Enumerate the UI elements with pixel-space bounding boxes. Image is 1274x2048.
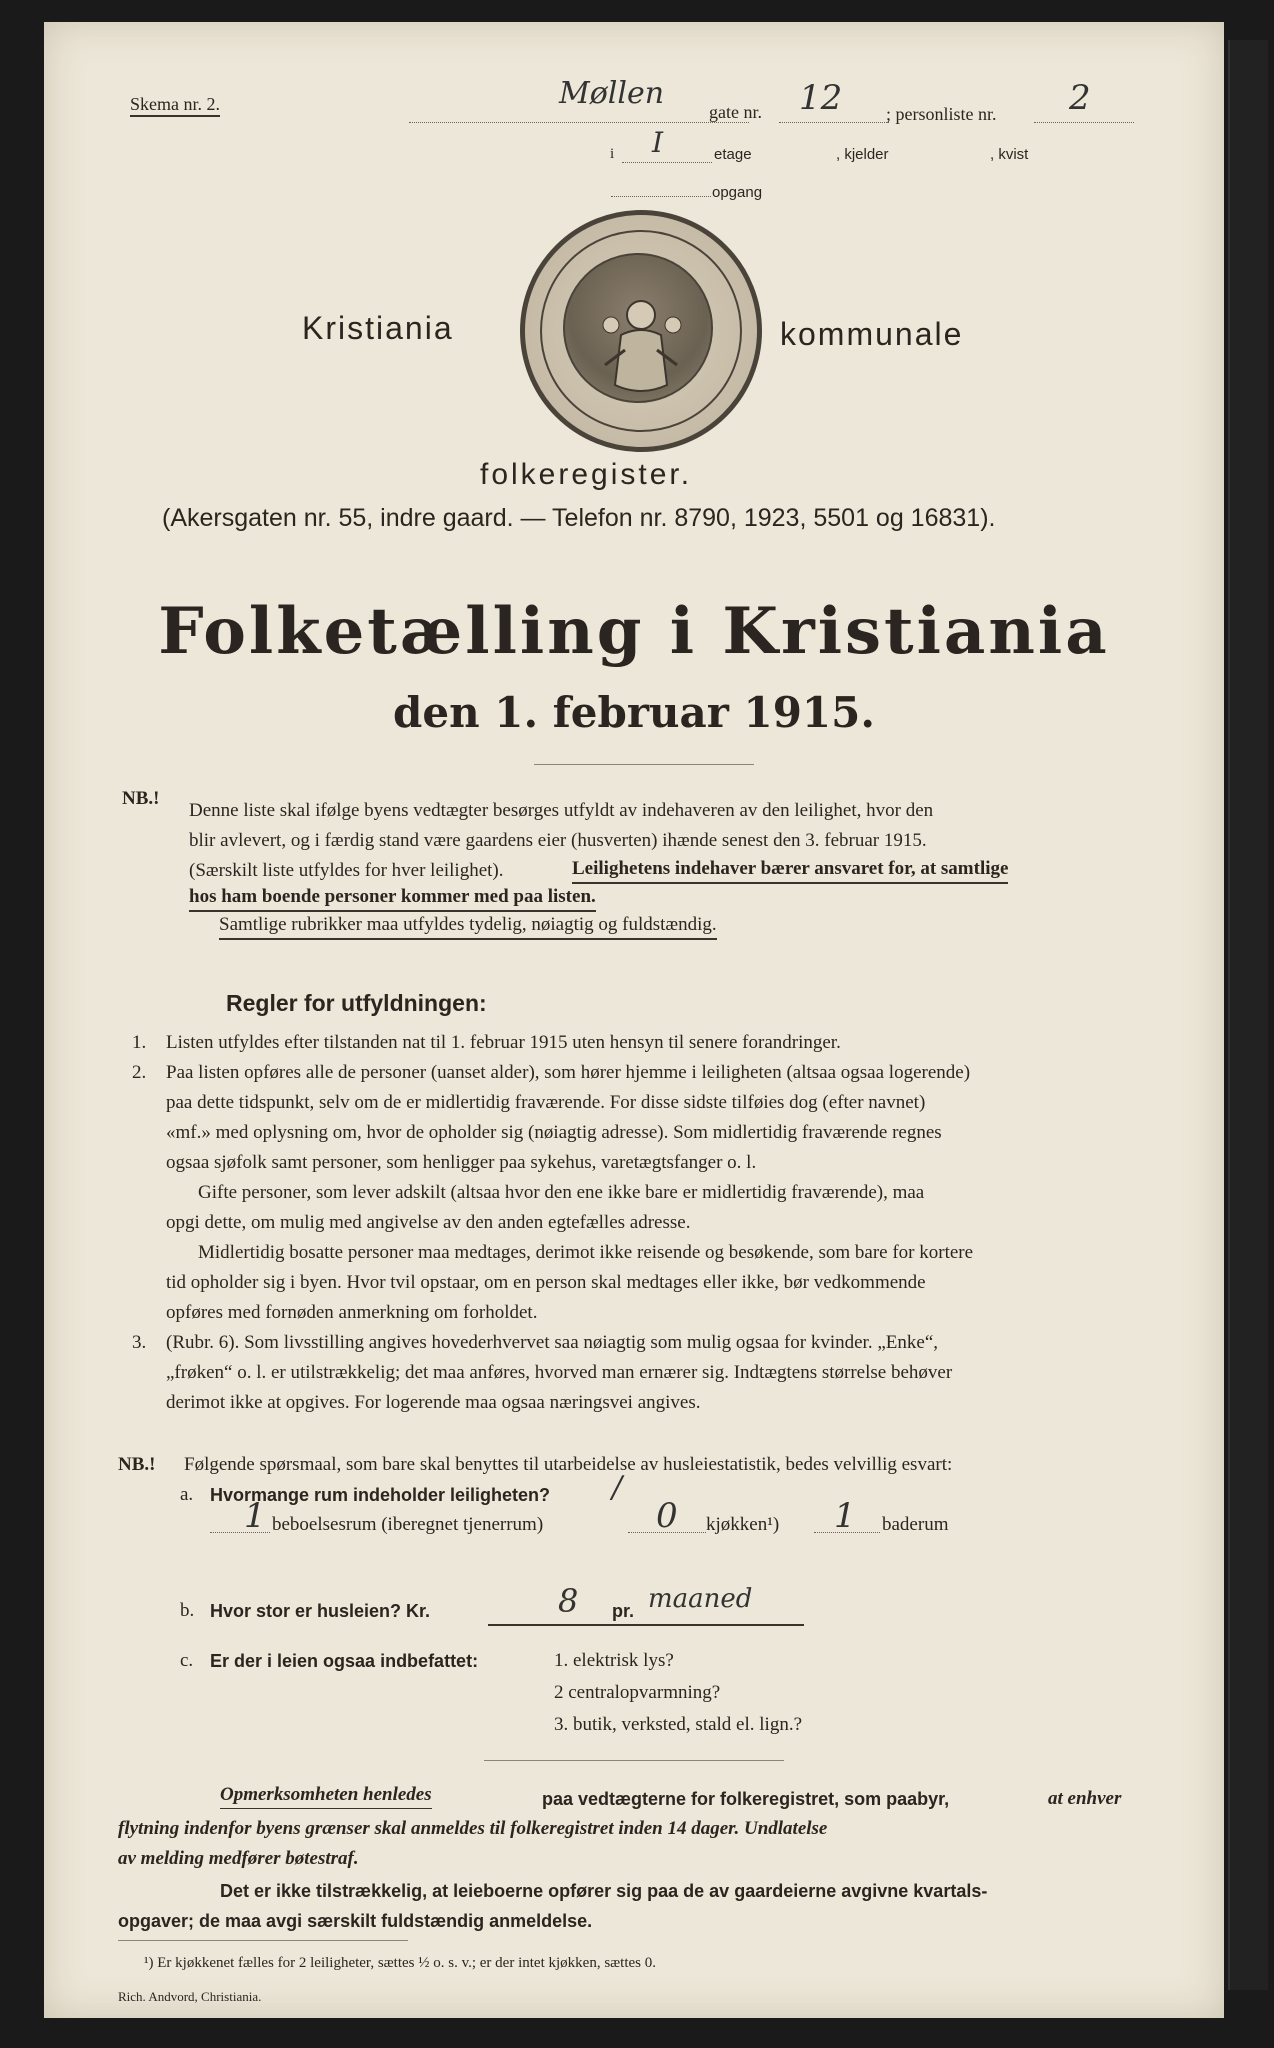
etage-label: etage xyxy=(714,146,752,163)
rule-3-number: 3. xyxy=(132,1332,147,1353)
notice-line-1a: Opmerksomheten henledes xyxy=(220,1782,432,1809)
printer-imprint: Rich. Andvord, Christiania. xyxy=(118,1989,262,2004)
notice-line-1b: paa vedtægterne for folkeregistret, som paabyr, xyxy=(542,1789,950,1809)
rent-field xyxy=(488,1622,804,1626)
question-a-text: Hvormange rum indeholder leiligheten? xyxy=(210,1485,551,1505)
gate-nr-field xyxy=(779,78,889,123)
nb1-label: NB.! xyxy=(122,788,160,809)
rent-period-handwritten: maaned xyxy=(648,1584,753,1614)
census-form-page xyxy=(44,22,1224,2018)
folkeregister-label: folkeregister. xyxy=(480,458,693,491)
office-address: (Akersgaten nr. 55, indre gaard. — Telefon nr. 8790, 1923, 5501 og 16831). xyxy=(162,504,996,532)
section-divider xyxy=(484,1760,784,1761)
rule-1-text: Listen utfyldes efter tilstanden nat til 1. februar 1915 uten hensyn til senere forandringer. xyxy=(166,1032,841,1053)
kristiania-label: Kristiania xyxy=(302,310,454,346)
city-seal xyxy=(520,210,762,452)
opgang-field xyxy=(611,194,711,197)
footnote: ¹) Er kjøkkenet fælles for 2 leiligheter, sættes ½ o. s. v.; er der intet kjøkken, sættes 0. xyxy=(144,1955,656,1971)
title-divider xyxy=(534,764,754,765)
personliste-handwritten: 2 xyxy=(1069,78,1091,118)
rent-handwritten: 8 xyxy=(558,1582,579,1620)
skema-number: Skema nr. 2. xyxy=(130,94,220,117)
nb2-label: NB.! xyxy=(118,1454,156,1475)
question-c-label: c. xyxy=(180,1650,194,1671)
bath-label: baderum xyxy=(882,1514,949,1535)
rule-2-line-5: Gifte personer, som lever adskilt (altsaa hvor den ene ikke bare er midlertidig fraværende), maa xyxy=(198,1182,925,1203)
rule-1-number: 1. xyxy=(132,1032,147,1053)
binder-edge xyxy=(1228,40,1268,1990)
rule-2-line-2: paa dette tidspunkt, selv om de er midlertidig fraværende. For disse sidste tilføies dog (efter navnet) xyxy=(166,1092,926,1113)
personliste-field xyxy=(1034,78,1134,123)
rule-2-line-6: opgi dette, om mulig med angivelse av den anden egtefælles adresse. xyxy=(166,1212,691,1233)
kitchen-label: kjøkken¹) xyxy=(706,1514,780,1535)
seal-ornament xyxy=(525,215,757,447)
census-title: Folketælling i Kristiania xyxy=(158,594,1110,669)
kvist-label: , kvist xyxy=(990,146,1029,163)
rent-per-label: pr. xyxy=(612,1601,635,1621)
notice-line-2: flytning indenfor byens grænser skal anmeldes til folkeregistret inden 14 dager. Undlatelse xyxy=(118,1818,828,1839)
question-a-slash: / xyxy=(612,1470,623,1505)
rules-heading: Regler for utfyldningen: xyxy=(226,990,487,1016)
rule-2-line-7: Midlertidig bosatte personer maa medtages, derimot ikke reisende og besøkende, som bare for kortere xyxy=(198,1242,974,1263)
question-a-label: a. xyxy=(180,1484,194,1505)
etage-handwritten: I xyxy=(652,126,664,159)
rule-2-line-9: opføres med fornøden anmerkning om forholdet. xyxy=(166,1302,538,1323)
street-name-handwritten: Møllen xyxy=(559,76,665,111)
nb1-line-5: Samtlige rubrikker maa utfyldes tydelig, nøiagtig og fuldstændig. xyxy=(219,912,717,940)
street-name-field xyxy=(409,76,749,123)
rule-2-line-1: Paa listen opføres alle de personer (uanset alder), som hører hjemme i leiligheten (altsaa ogsaa logerende) xyxy=(166,1062,971,1083)
kommunale-label: kommunale xyxy=(780,316,964,352)
notice-line-4: Det er ikke tilstrækkelig, at leieboerne opfører sig paa de av gaardeierne avgivne kvartals- xyxy=(220,1881,988,1901)
rule-3-line-1: (Rubr. 6). Som livsstilling angives hovederhvervet saa nøiagtig som mulig ogsaa for kvinder. „Enke“, xyxy=(166,1332,938,1353)
nb1-line-3a: (Særskilt liste utfyldes for hver leilighet). xyxy=(189,860,504,881)
footnote-divider xyxy=(118,1940,408,1941)
census-date: den 1. februar 1915. xyxy=(392,688,875,737)
i-label: i xyxy=(610,146,615,162)
rooms-handwritten: 1 xyxy=(244,1496,266,1536)
question-b-label: b. xyxy=(180,1600,195,1621)
rule-2-line-8: tid opholder sig i byen. Hvor tvil opstaar, om en person skal medtages eller ikke, bør vedkommende xyxy=(166,1272,926,1293)
rooms-label: beboelsesrum (iberegnet tjenerrum) xyxy=(272,1514,544,1535)
question-c-text: Er der i leien ogsaa indbefattet: xyxy=(210,1651,479,1671)
nb2-intro: Følgende spørsmaal, som bare skal benyttes til utarbeidelse av husleiestatistik, bedes velvillig esvart: xyxy=(184,1454,953,1475)
nb1-line-1: Denne liste skal ifølge byens vedtægter besørges utfyldt av indehaveren av den leilighet, hvor den xyxy=(189,800,934,821)
gate-nr-label: gate nr. xyxy=(709,102,762,122)
question-b-text: Hvor stor er husleien? Kr. xyxy=(210,1601,431,1621)
rule-2-number: 2. xyxy=(132,1062,147,1083)
nb1-line-3b: Leilighetens indehaver bærer ansvaret for, at samtlige xyxy=(572,856,1008,884)
nb1-line-4: hos ham boende personer kommer med paa listen. xyxy=(189,884,596,912)
rule-2-line-4: ogsaa sjøfolk samt personer, som henligger paa sykehus, varetægtsfanger o. l. xyxy=(166,1152,757,1173)
question-c-option-3: 3. butik, verksted, stald el. lign.? xyxy=(554,1714,803,1735)
gate-nr-handwritten: 12 xyxy=(799,78,843,118)
personliste-label: ; personliste nr. xyxy=(886,104,997,124)
question-c-option-2: 2 centralopvarmning? xyxy=(554,1682,721,1703)
notice-line-3: av melding medfører bøtestraf. xyxy=(118,1848,359,1869)
notice-line-5: opgaver; de maa avgi særskilt fuldstændig anmeldelse. xyxy=(118,1911,593,1931)
bath-handwritten: 1 xyxy=(834,1496,856,1536)
rule-2-line-3: «mf.» med oplysning om, hvor de opholder sig (nøiagtig adresse). Som midlertidig fraværende regnes xyxy=(166,1122,942,1143)
kjelder-label: , kjelder xyxy=(836,146,889,163)
kitchen-handwritten: 0 xyxy=(656,1496,678,1536)
rule-3-line-2: „frøken“ o. l. er utilstrækkelig; det maa anføres, hvorved man ernærer sig. Indtægtens størrelse behøver xyxy=(166,1362,953,1383)
etage-field xyxy=(622,126,712,163)
rule-3-line-3: derimot ikke at opgives. For logerende maa ogsaa næringsvei angives. xyxy=(166,1392,701,1413)
opgang-label: opgang xyxy=(712,184,763,201)
notice-line-1c: at enhver xyxy=(1048,1788,1122,1809)
question-c-option-1: 1. elektrisk lys? xyxy=(554,1650,674,1671)
nb1-line-2: blir avlevert, og i færdig stand være gaardens eier (husverten) ihænde senest den 3. februar 1915. xyxy=(189,830,927,851)
